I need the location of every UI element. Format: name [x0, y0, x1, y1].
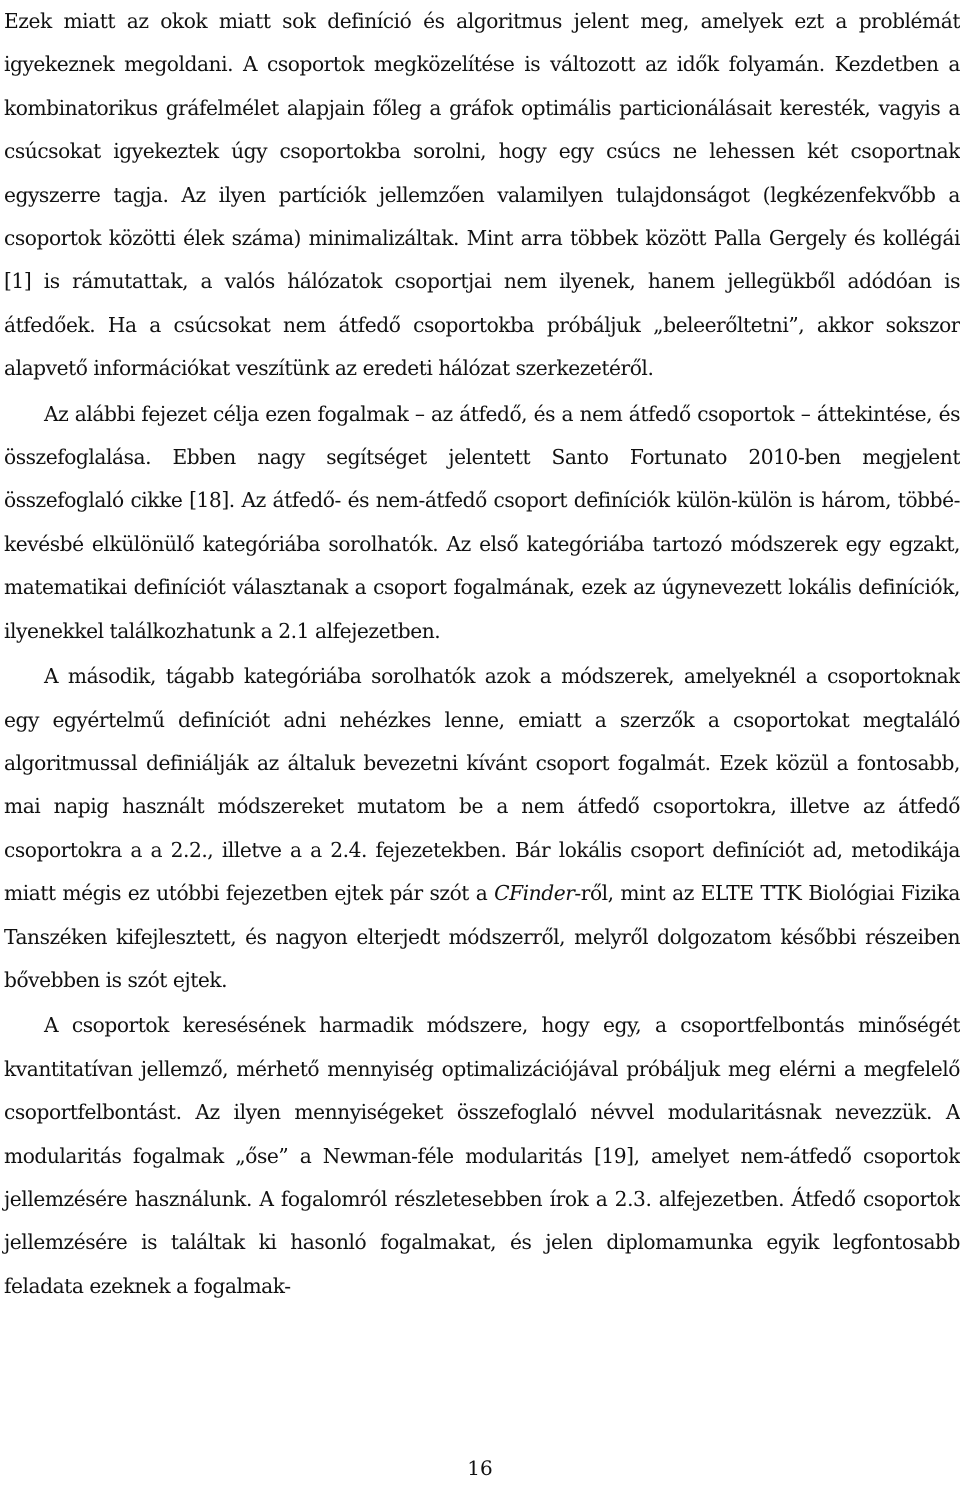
text-run: -ről, mint az ELTE TTK Biológiai Fizika Tanszéken kifejlesztett, és nagyon elterjedt módszerről, melyről dolgozatom későbbi részeiben bővebben is szót ejtek.	[4, 881, 960, 992]
italic-text-run: CFinder	[494, 881, 575, 906]
text-run: Ezek miatt az okok miatt sok definíció és algoritmus jelent meg, amelyek ezt a problémát igyekeznek megoldani. A csoportok megközelítése is változott az idők folyamán. Kezdetben a kombinatorikus gráfelmélet alapjain főleg a gráfok optimális particionálásait keresték, vagyis a csúcsokat igyekeztek úgy csoportokba sorolni, hogy egy csúcs ne lehessen két csoportnak egyszerre tagja. Az ilyen partíciók jellemzően valamilyen tulajdonságot (legkézenfekvőbb a csoportok közötti élek száma) minimalizáltak. Mint arra többek között Palla Gergely és kollégái [1] is rámutattak, a valós hálózatok csoportjai nem ilyenek, hanem jellegükből adódóan is átfedőek. Ha a csúcsokat nem átfedő csoportokba próbáljuk „beleerőltetni”, akkor sokszor alapvető információkat veszítünk az eredeti hálózat szerkezetéről.	[4, 9, 960, 381]
document-page	[4, 0, 960, 1308]
text-run: A csoportok keresésének harmadik módszere, hogy egy, a csoportfelbontás minőségét kvantitatívan jellemző, mérhető mennyiség optimalizációjával próbáljuk meg elérni a megfelelő csoportfelbontást. Az ilyen mennyiségeket összefoglaló névvel modularitásnak nevezzük. A modularitás fogalmak „őse” a Newman-féle modularitás [19], amelyet nem-átfedő csoportok jellemzésére használunk. A fogalomról részletesebben írok a 2.3. alfejezetben. Átfedő csoportok jellemzésére is találtak ki hasonló fogalmakat, és jelen diplomamunka egyik legfontosabb feladata ezeknek a fogalmak-	[4, 1013, 960, 1298]
text-run: A második, tágabb kategóriába sorolhatók azok a módszerek, amelyeknél a csoportoknak egy egyértelmű definíciót adni nehézkes lenne, emiatt a szerzők a csoportokat megtaláló algoritmussal definiálják az általuk bevezetni kívánt csoport fogalmát. Ezek közül a fontosabb, mai napig használt módszereket mutatom be a nem átfedő csoportokra, illetve az átfedő csoportokra a a 2.2., illetve a a 2.4. fejezetekben. Bár lokális csoport definíciót ad, metodikája miatt mégis ez utóbbi fejezetben ejtek pár szót a	[4, 664, 960, 906]
paragraph-2	[4, 393, 960, 653]
page-number: 16	[467, 1456, 493, 1480]
text-run: Az alábbi fejezet célja ezen fogalmak – az átfedő, és a nem átfedő csoportok – áttekintése, és összefoglalása. Ebben nagy segítséget jelentett Santo Fortunato 2010-ben megjelent összefoglaló cikke [18]. Az átfedő- és nem-átfedő csoport definíciók külön-külön is három, többé-kevésbé elkülönülő kategóriába sorolhatók. Az első kategóriába tartozó módszerek egy egzakt, matematikai definíciót választanak a csoport fogalmának, ezek az úgynevezett lokális definíciók, ilyenekkel találkozhatunk a 2.1 alfejezetben.	[4, 401, 960, 643]
paragraph-3	[4, 655, 960, 1002]
paragraph-4	[4, 1004, 960, 1308]
paragraph-1	[4, 0, 960, 391]
